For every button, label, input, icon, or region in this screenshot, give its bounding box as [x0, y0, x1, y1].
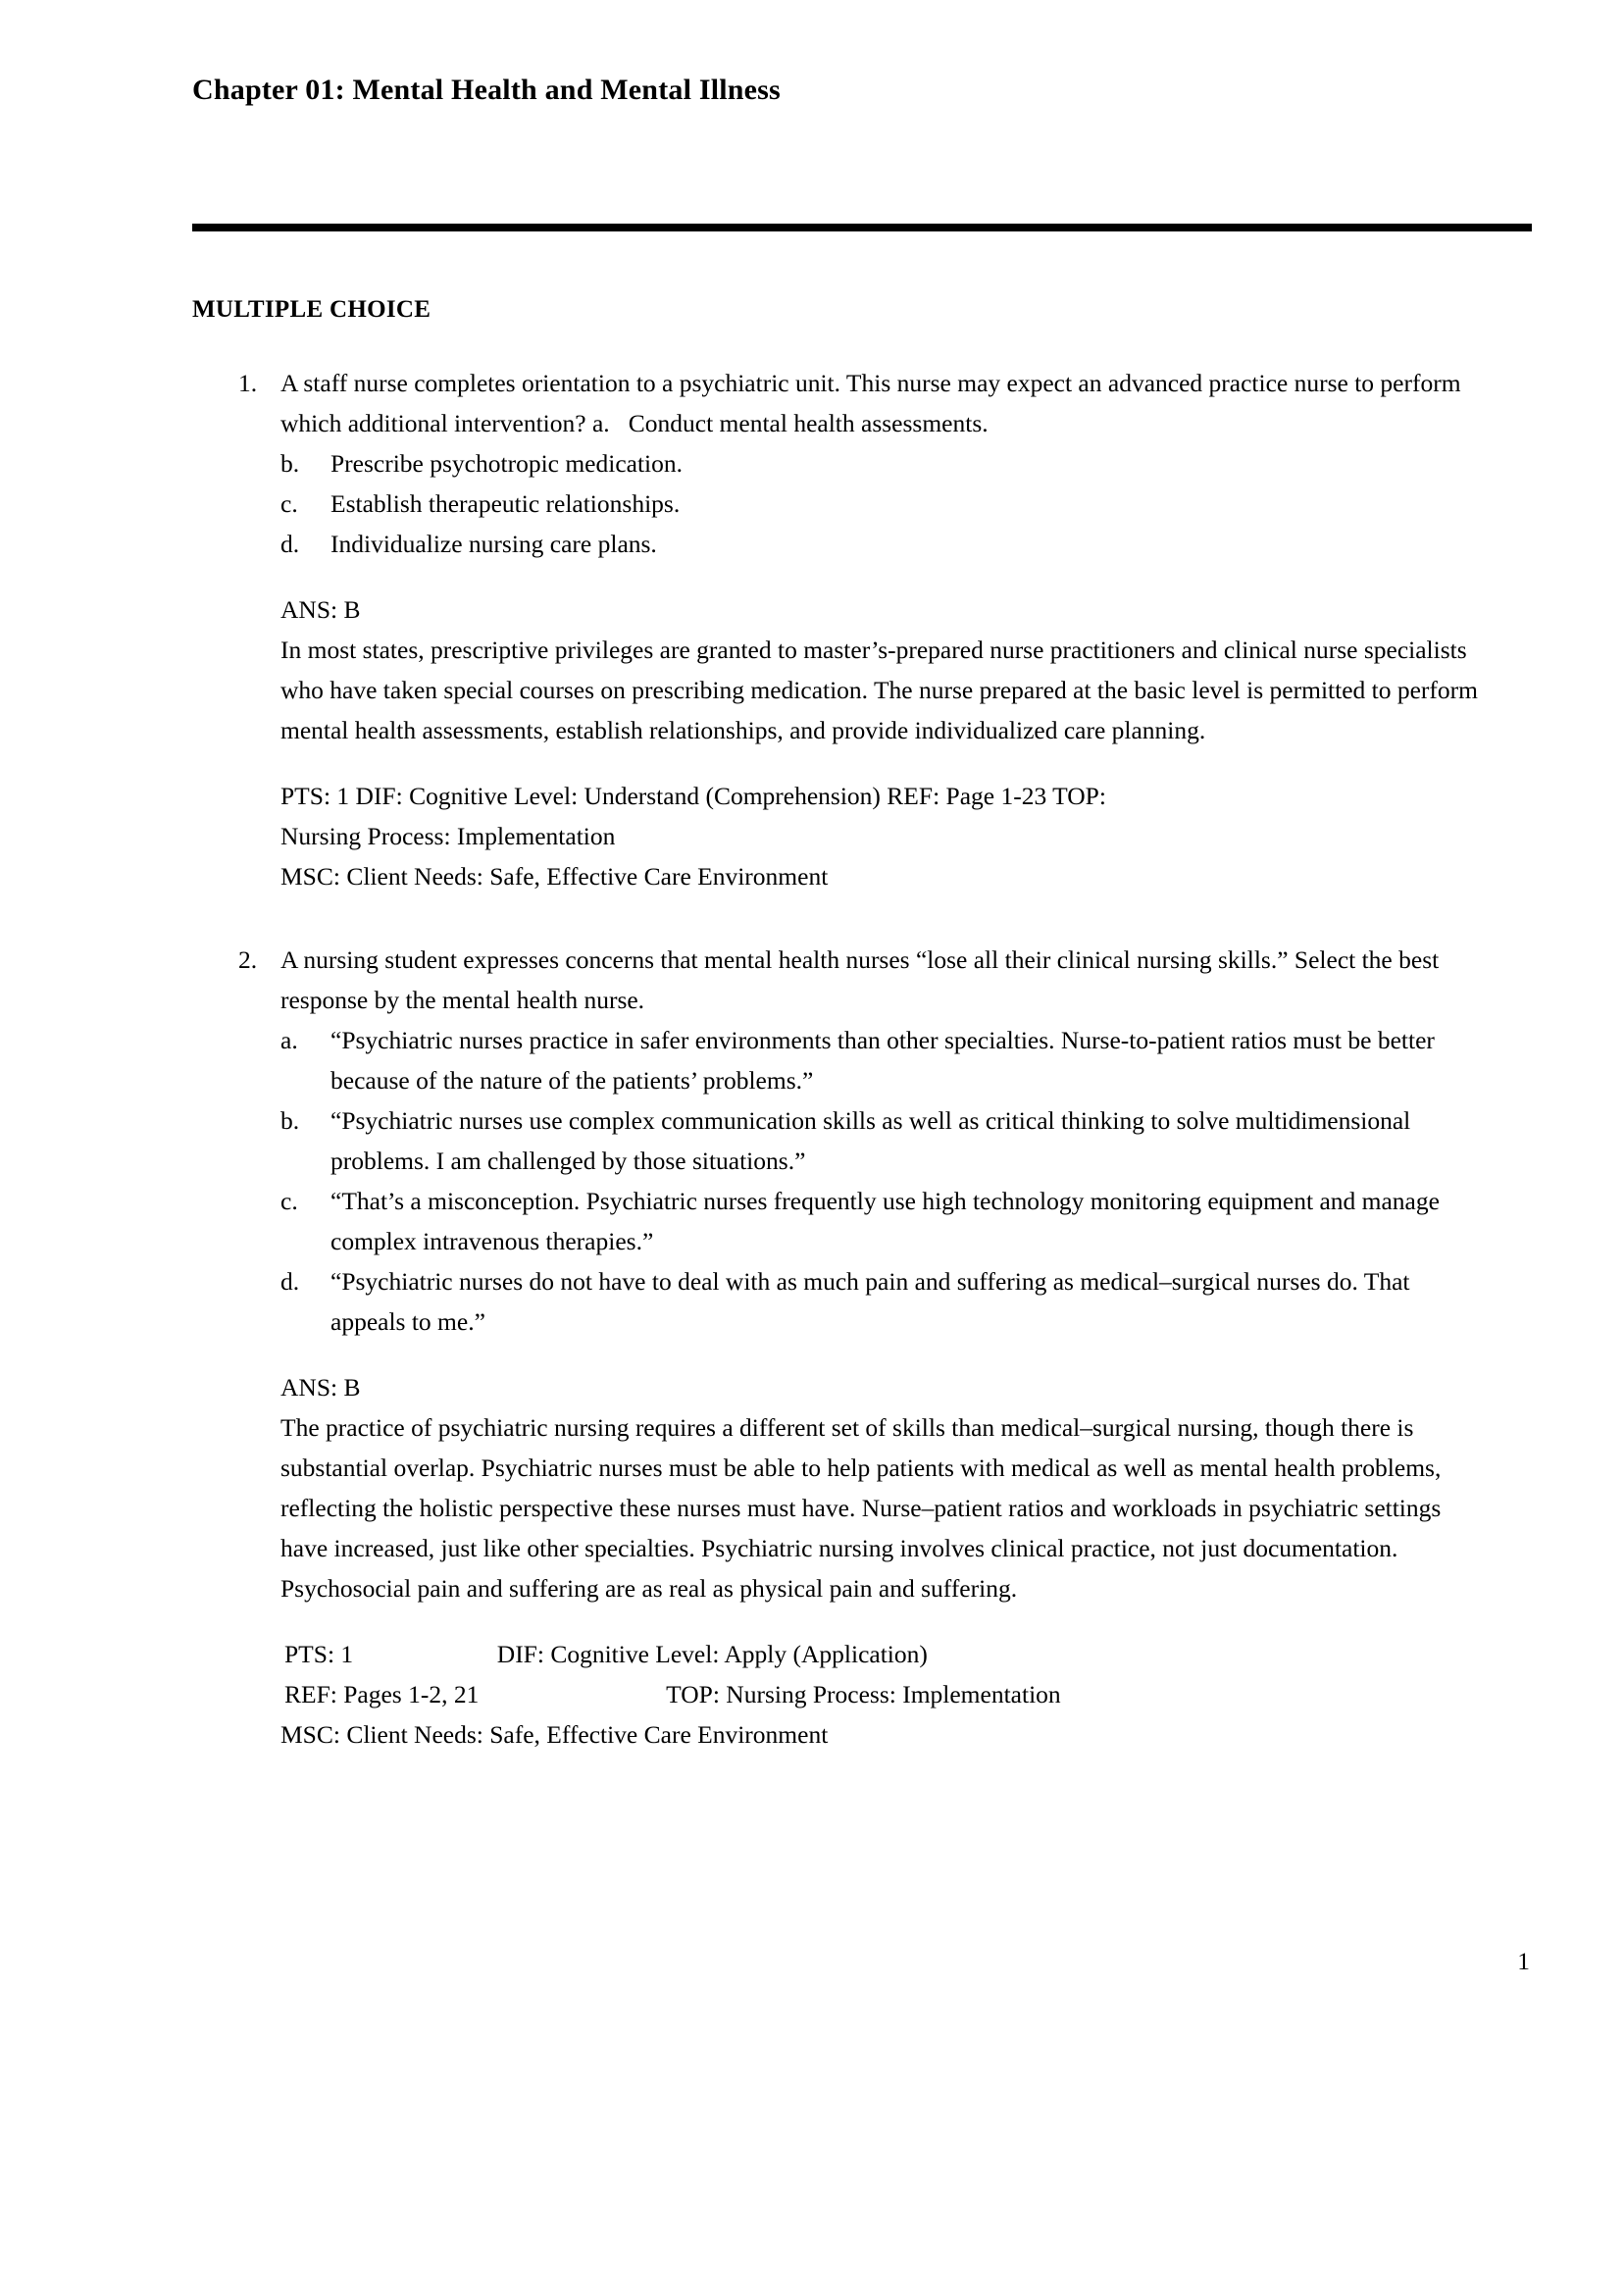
- option-row[interactable]: [0, 1100, 1624, 1181]
- spacer: [0, 896, 1624, 940]
- option-letter: c.: [280, 489, 298, 518]
- spacer: [0, 564, 1624, 589]
- option-row[interactable]: [0, 484, 1624, 524]
- option-text: “Psychiatric nurses practice in safer environments than other specialties. Nurse-to-patient ratios must be better because of the nature of the patients’ problems.”: [330, 1026, 1435, 1095]
- spacer: [0, 1608, 1624, 1634]
- option-text: Prescribe psychotropic medication.: [330, 449, 684, 478]
- question-metadata-line: REF: Pages 1-2, 21 TOP: Nursing Process: Implementation: [284, 1680, 1061, 1708]
- answer-label: ANS: B: [280, 1373, 361, 1402]
- option-text: “That’s a misconception. Psychiatric nurses frequently use high technology monitoring equipment and manage complex intravenous therapies.”: [330, 1187, 1440, 1255]
- option-row[interactable]: [0, 1181, 1624, 1261]
- question-stem-row: [0, 940, 1624, 1020]
- option-letter: b.: [280, 449, 300, 478]
- option-row[interactable]: [0, 1261, 1624, 1342]
- question-block: [0, 940, 1624, 1755]
- option-row[interactable]: [0, 524, 1624, 564]
- option-letter: d.: [280, 1267, 300, 1296]
- question-stem-text: A nursing student expresses concerns that mental health nurses “lose all their clinical nursing skills.” Select the best response by the mental health nurse.: [280, 945, 1440, 1014]
- question-number: 2.: [238, 945, 258, 974]
- question-number: 1.: [238, 369, 258, 397]
- page-number: 1: [1517, 1947, 1530, 1975]
- spacer: [0, 750, 1624, 776]
- option-text: “Psychiatric nurses do not have to deal with as much pain and suffering as medical–surgical nurses do. That appeals to me.”: [330, 1267, 1410, 1336]
- spacer: [0, 1342, 1624, 1367]
- option-letter: b.: [280, 1106, 300, 1135]
- answer-label: ANS: B: [280, 595, 361, 624]
- answer-rationale: The practice of psychiatric nursing requires a different set of skills than medical–surgical nursing, though there is substantial overlap. Psychiatric nurses must be able to help patients with medical as well as mental health problems, reflecting the holistic perspective these nurses must have. Nurse–patient ratios and workloads in psychiatric settings have increased, just like other specialties. Psychiatric nursing involves clinical practice, not just documentation. Psychosocial pain and suffering are as real as physical pain and suffering.: [280, 1413, 1442, 1603]
- question-metadata-line: MSC: Client Needs: Safe, Effective Care Environment: [280, 1720, 829, 1749]
- question-metadata-line: PTS: 1 DIF: Cognitive Level: Apply (Application): [284, 1640, 928, 1668]
- question-stem-text: A staff nurse completes orientation to a psychiatric unit. This nurse may expect an advanced practice nurse to perform which additional intervention? a. Conduct mental health assessments.: [280, 369, 1461, 437]
- option-letter: d.: [280, 530, 300, 558]
- option-row[interactable]: [0, 443, 1624, 484]
- question-metadata-line: Nursing Process: Implementation: [280, 822, 616, 850]
- answer-rationale: In most states, prescriptive privileges are granted to master’s-prepared nurse practitioners and clinical nurse specialists who have taken special courses on prescribing medication. The nurse prepared at the basic level is permitted to perform mental health assessments, establish relationships, and provide individualized care planning.: [280, 636, 1478, 744]
- option-text: “Psychiatric nurses use complex communication skills as well as critical thinking to solve multidimensional problems. I am challenged by those situations.”: [330, 1106, 1411, 1175]
- question-metadata-line: MSC: Client Needs: Safe, Effective Care Environment: [280, 862, 829, 891]
- option-text: Establish therapeutic relationships.: [330, 489, 681, 518]
- option-letter: a.: [280, 1026, 298, 1054]
- option-text: Individualize nursing care plans.: [330, 530, 657, 558]
- page-title: Chapter 01: Mental Health and Mental Illness: [192, 74, 781, 106]
- question-stem-row: [0, 363, 1624, 443]
- option-letter: c.: [280, 1187, 298, 1215]
- header-divider: [192, 224, 1532, 231]
- section-heading: MULTIPLE CHOICE: [192, 296, 431, 323]
- document-body: [0, 363, 1624, 1755]
- question-block: [0, 363, 1624, 896]
- option-row[interactable]: [0, 1020, 1624, 1100]
- question-metadata-line: PTS: 1 DIF: Cognitive Level: Understand (Comprehension) REF: Page 1-23 TOP:: [280, 782, 1106, 810]
